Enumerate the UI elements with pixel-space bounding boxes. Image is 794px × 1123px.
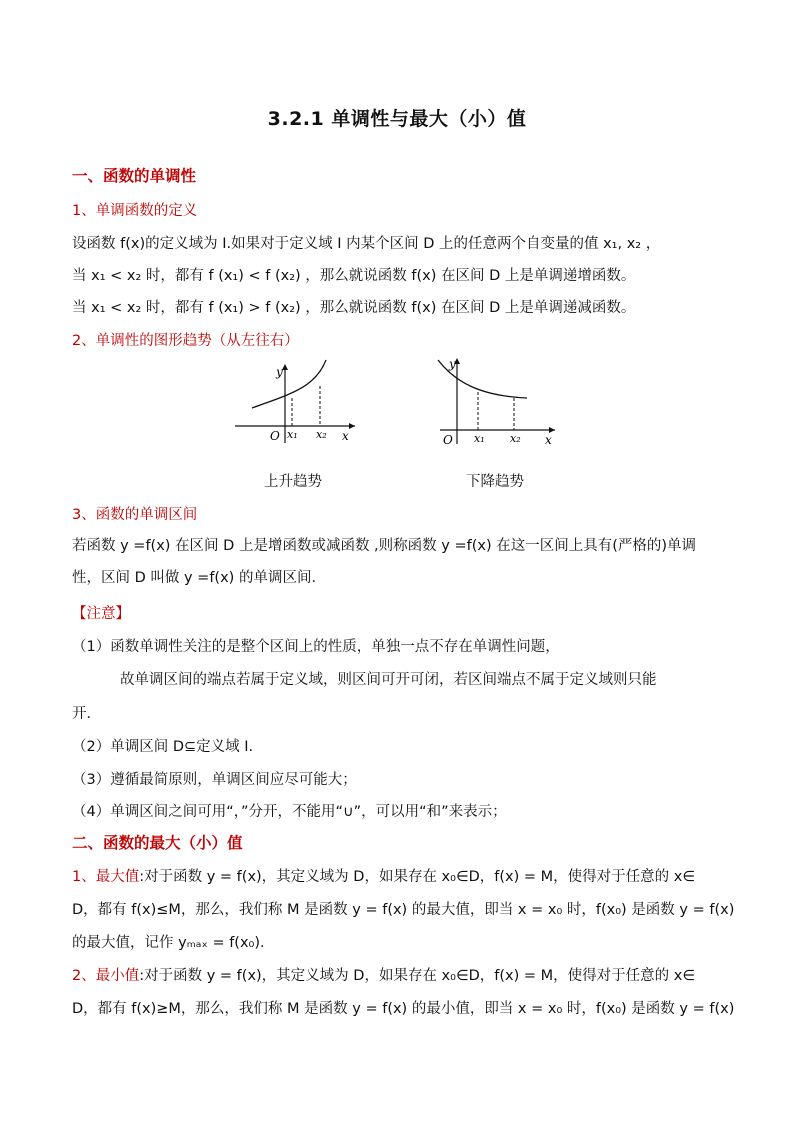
note-4: （4）单调区间之间可用“，”分开，不能用“∪”，可以用“和”来表示； (72, 804, 507, 820)
definition-line-decreasing: 当 x₁ < x₂ 时，都有 f (x₁) > f (x₂) ，那么就说函数 f(x) 在区间 D 上是单调递减函数。 (72, 300, 636, 316)
subheading-graph-trend: 2、单调性的图形趋势（从左往右） (72, 333, 299, 349)
x2-label: x₂ (510, 432, 521, 445)
x-label: x (545, 433, 552, 447)
y-label: y (276, 365, 283, 379)
note-1-end: 开． (72, 706, 101, 722)
caption-decreasing: 下降趋势 (466, 474, 524, 490)
section-heading-monotonicity: 一、函数的单调性 (72, 167, 197, 185)
max-line-1 (72, 865, 722, 886)
subheading-monotone-interval: 3、函数的单调区间 (72, 507, 198, 523)
min-line-2: D，都有 f(x)≥M，那么，我们称 M 是函数 y = f(x) 的最小值，即当 x = x₀ 时，f(x₀) 是函数 y = f(x) (72, 1001, 735, 1017)
monotone-interval-paragraph: 若函数 y =f(x) 在区间 D 上是增函数或减函数 ,则称函数 y =f(x) 在这一区间上具有(严格的)单调性，区间 D 叫做 y =f(x) 的单调区间． (72, 538, 697, 586)
min-text-1: :对于函数 y = f(x)，其定义域为 D，如果存在 x₀∈D，f(x) = M，使得对于任意的 x∈ (139, 968, 695, 984)
min-label: 2、最小值 (72, 968, 140, 984)
note-3: （3）遵循最简原则，单调区间应尽可能大； (72, 772, 357, 788)
x-label: x (342, 429, 349, 443)
x1-label: x₁ (474, 432, 485, 445)
y-axis-arrow (282, 364, 288, 370)
note-1: （1）函数单调性关注的是整个区间上的性质，单独一点不存在单调性问题， (72, 639, 560, 655)
caption-increasing: 上升趋势 (264, 474, 322, 490)
note-heading: 【注意】 (72, 606, 130, 622)
x-axis-arrow (349, 423, 355, 429)
definition-line-increasing: 当 x₁ < x₂ 时，都有 f (x₁) < f (x₂) ，那么就说函数 f(x) 在区间 D 上是单调递增函数。 (72, 268, 636, 284)
origin-label: O (443, 433, 453, 447)
max-label: 1、最大值 (72, 869, 140, 885)
note-1-continued: 故单调区间的端点若属于定义域，则区间可开可闭，若区间端点不属于定义域则只能 (120, 672, 657, 688)
max-text-1: :对于函数 y = f(x)，其定义域为 D，如果存在 x₀∈D，f(x) = M，使得对于任意的 x∈ (139, 869, 695, 885)
section-heading-extrema: 二、函数的最大（小）值 (72, 834, 243, 852)
note-2: （2）单调区间 D⊆定义域 I. (72, 739, 254, 755)
x2-label: x₂ (316, 428, 327, 441)
x1-label: x₁ (287, 428, 298, 441)
subheading-definition: 1、单调函数的定义 (72, 203, 198, 219)
origin-label: O (270, 429, 280, 443)
max-line-3: 的最大值，记作 yₘₐₓ = f(x₀)． (72, 935, 275, 951)
min-line-1 (72, 964, 722, 985)
y-label: y (449, 357, 456, 371)
graph-decreasing (435, 352, 565, 452)
max-line-2: D，都有 f(x)≤M，那么，我们称 M 是函数 y = f(x) 的最大值，即当 x = x₀ 时，f(x₀) 是函数 y = f(x) (72, 902, 735, 918)
increasing-curve (252, 360, 326, 408)
page-title: 3.2.1 单调性与最大（小）值 (267, 108, 527, 130)
graph-increasing (230, 358, 365, 448)
definition-line-1: 设函数 f(x)的定义域为 I.如果对于定义域 I 内某个区间 D 上的任意两个自变量的值 x₁, x₂ ， (72, 236, 661, 252)
